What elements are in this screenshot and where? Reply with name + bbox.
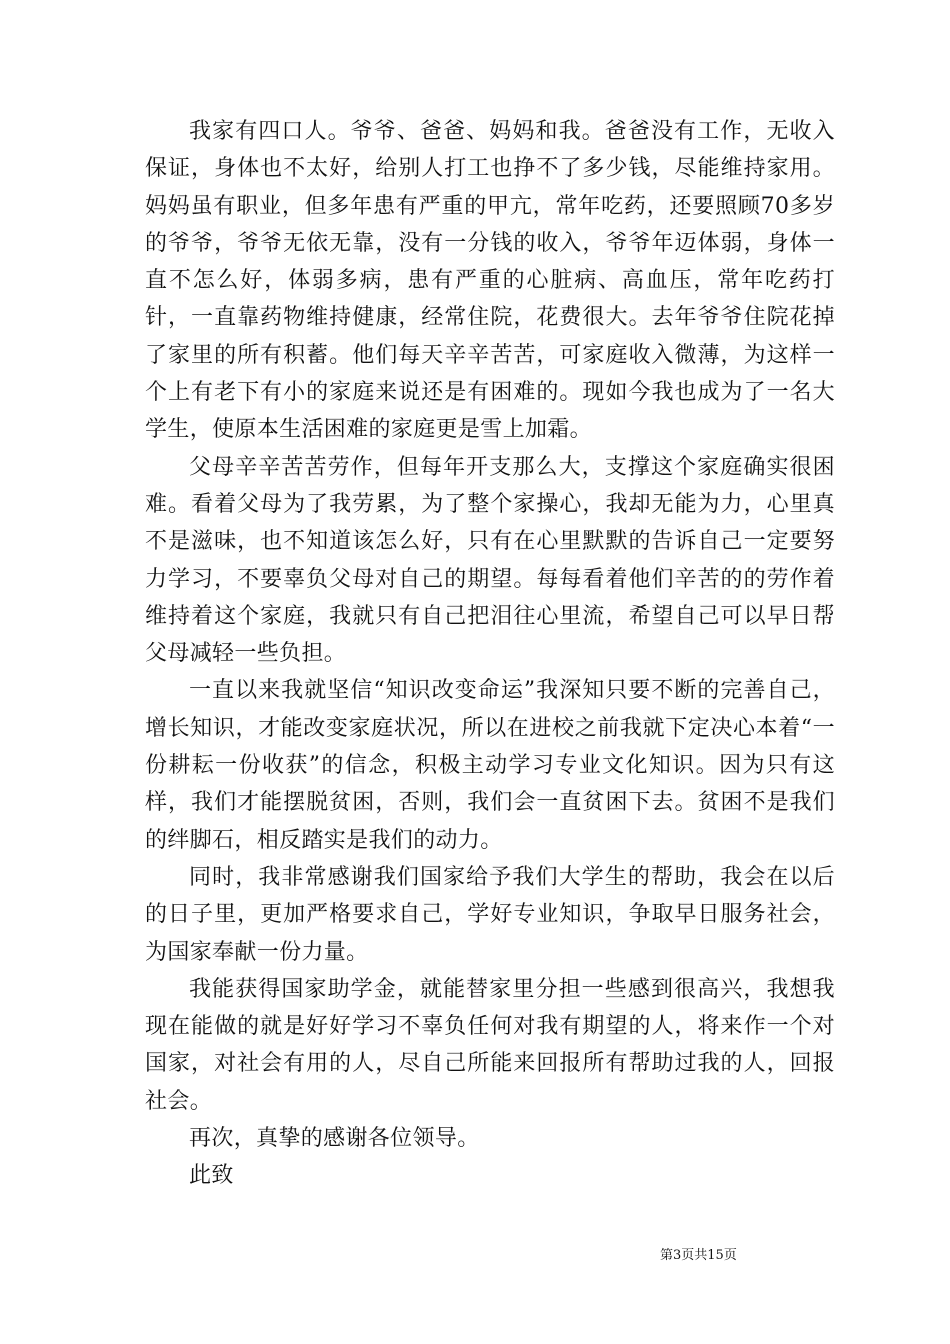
paragraph-thanks-leaders: 再次，真挚的感谢各位领导。 — [189, 1126, 480, 1152]
document-body — [145, 113, 835, 1195]
paragraph-gratitude-to-country: 同时，我非常感谢我们国家给予我们大学生的帮助，我会在以后的日子里，更加严格要求自己，学好专业知识，争取早日服务社会，为国家奉献一份力量。 — [145, 864, 835, 965]
page-number-footer: 第3页共15页 — [660, 1248, 737, 1263]
paragraph-family-situation: 我家有四口人。爷爷、爸爸、妈妈和我。爸爸没有工作，无收入保证，身体也不太好，给别人打工也挣不了多少钱，尽能维持家用。妈妈虽有职业，但多年患有严重的甲亢，常年吃药，还要照顾70多岁的爷爷，爷爷无依无靠，没有一分钱的收入，爷爷年迈体弱，身体一直不怎么好，体弱多病，患有严重的心脏病、高血压，常年吃药打针，一直靠药物维持健康，经常住院，花费很大。去年爷爷住院花掉了家里的所有积蓄。他们每天辛辛苦苦，可家庭收入微薄，为这样一个上有老下有小的家庭来说还是有困难的。现如今我也成为了一名大学生，使原本生活困难的家庭更是雪上加霜。 — [145, 119, 835, 443]
paragraph-knowledge-changes-fate: 一直以来我就坚信“知识改变命运”我深知只要不断的完善自己，增长知识，才能改变家庭状况，所以在进校之前我就下定决心本着“一份耕耘一份收获”的信念，积极主动学习专业文化知识。因为只有这样，我们才能摆脱贫困，否则，我们会一直贫困下去。贫困不是我们的绊脚石，相反踏实是我们的动力。 — [145, 678, 835, 853]
paragraph-parents-hardship: 父母辛辛苦苦劳作，但每年开支那么大，支撑这个家庭确实很困难。看着父母为了我劳累，为了整个家操心，我却无能为力，心里真不是滋味，也不知道该怎么好，只有在心里默默的告诉自己一定要努力学习，不要辜负父母对自己的期望。每每看着他们辛苦的的劳作着维持着这个家庭，我就只有自己把泪往心里流，希望自己可以早日帮父母减轻一些负担。 — [145, 454, 835, 667]
paragraph-closing-salutation: 此致 — [189, 1163, 234, 1189]
paragraph-grant-commitment: 我能获得国家助学金，就能替家里分担一些感到很高兴，我想我现在能做的就是好好学习不辜负任何对我有期望的人，将来作一个对国家，对社会有用的人，尽自己所能来回报所有帮助过我的人，回报社会。 — [145, 976, 835, 1114]
